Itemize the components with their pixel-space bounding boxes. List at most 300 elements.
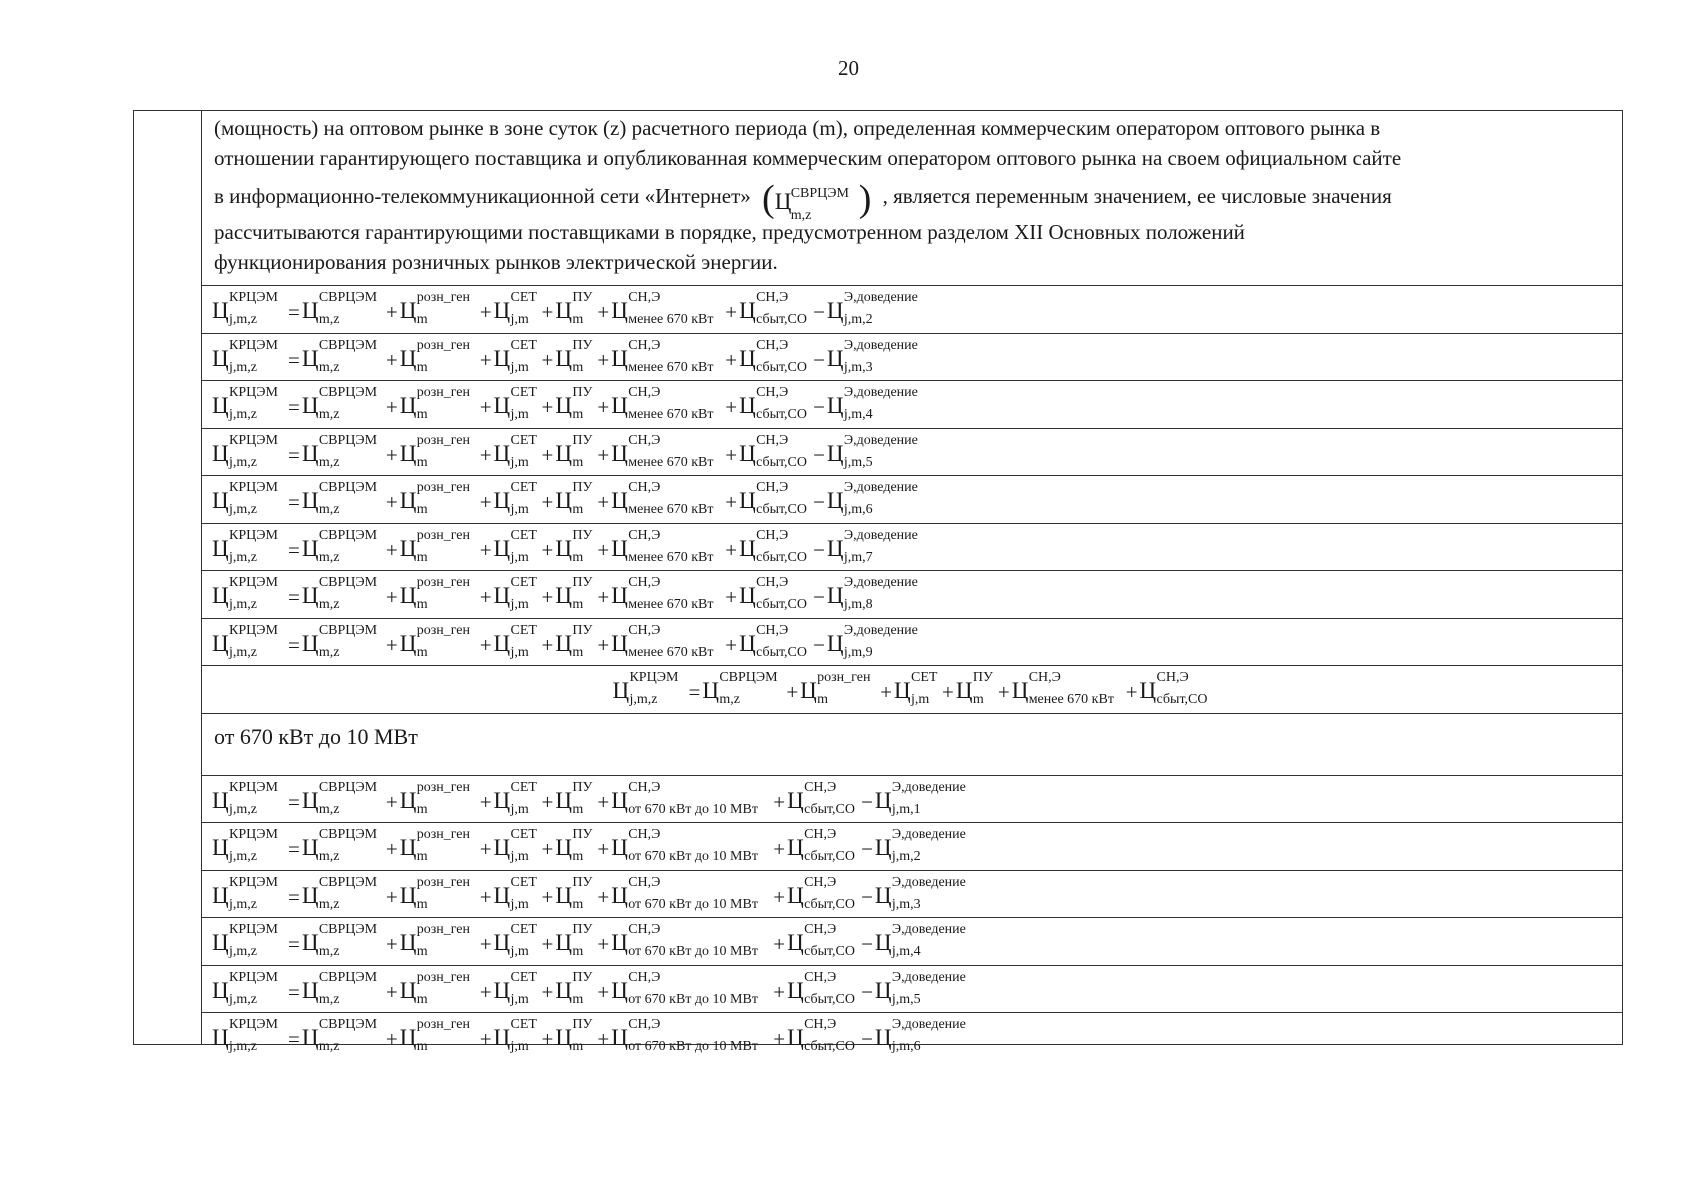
sn-term-base: Ц <box>1011 678 1029 703</box>
pu-term <box>555 433 595 473</box>
lhs-term-base: Ц <box>612 678 630 703</box>
svrcem-term <box>302 290 384 330</box>
plus-sign: + <box>541 537 554 562</box>
svrcem-term <box>302 433 384 473</box>
sbyt-term-sup: СН,Э <box>804 827 837 842</box>
table-left-column <box>134 111 202 1044</box>
set-term <box>494 623 540 663</box>
plus-sign: + <box>385 395 398 419</box>
minus-sign: − <box>813 442 825 467</box>
sbyt-term-sup: СН,Э <box>804 874 837 890</box>
formula-row <box>202 286 1622 334</box>
minus-sign: − <box>813 395 825 419</box>
pu-term-sup: ПУ <box>572 337 593 353</box>
svrcem-term-sub: m,z <box>318 597 340 612</box>
lhs-term <box>212 528 286 568</box>
set-term <box>894 670 940 710</box>
plus-sign: + <box>385 537 398 562</box>
sn-term-sup: СН,Э <box>1028 670 1061 685</box>
rozn-gen-term <box>400 385 478 425</box>
pu-term <box>555 385 595 425</box>
minus-sign: − <box>861 884 873 909</box>
sbyt-term <box>787 780 859 820</box>
pu-term <box>555 875 595 915</box>
sbyt-term <box>739 290 811 330</box>
sbyt-term-sup: СН,Э <box>804 779 837 795</box>
intro-paragraph <box>202 111 1622 277</box>
lhs-term-base: Ц <box>212 882 229 908</box>
sbyt-term-base: Ц <box>787 930 804 955</box>
rozn-gen-term <box>400 1017 478 1057</box>
sbyt-term-sub: сбыт,СО <box>756 644 807 660</box>
equals-sign: = <box>288 789 300 814</box>
sbyt-term-base: Ц <box>739 440 756 466</box>
lhs-term-sup: КРЦЭМ <box>229 1017 278 1032</box>
rozn-gen-term-base: Ц <box>399 1025 417 1050</box>
rozn-gen-term-sub: m <box>416 991 428 1007</box>
pu-term-sup: ПУ <box>572 290 593 305</box>
svrcem-term <box>302 970 384 1010</box>
sn-term <box>611 290 723 330</box>
pu-term-sub: m <box>572 359 584 375</box>
sbyt-term-sup: СН,Э <box>804 922 837 937</box>
sn-term-base: Ц <box>611 440 628 466</box>
pu-term-base: Ц <box>555 835 572 860</box>
sbyt-term <box>1140 670 1212 710</box>
rozn-gen-term-sub: m <box>416 801 428 817</box>
rozn-gen-term <box>400 290 478 330</box>
formula <box>212 528 937 568</box>
pu-term-sup: ПУ <box>572 575 593 590</box>
svrcem-term-sub: m,z <box>318 896 340 912</box>
lhs-term <box>212 290 286 330</box>
rozn-gen-term-sub: m <box>416 454 428 470</box>
sbyt-term-sub: сбыт,СО <box>756 359 807 375</box>
dov-term-sub: j,m,2 <box>843 312 873 327</box>
rozn-gen-term <box>800 670 878 710</box>
svrcem-term-base: Ц <box>301 393 319 418</box>
svrcem-term-sub: m,z <box>318 454 340 470</box>
dov-term-base: Ц <box>826 630 844 656</box>
lhs-term-sub: j,m,z <box>229 896 257 912</box>
lhs-term-base: Ц <box>212 298 229 323</box>
sbyt-term-sub: сбыт,СО <box>756 549 807 565</box>
intro-line-1: (мощность) на оптовом рынке в зоне суток (z) расчетного периода (m), определенная коммерческим оператором оптового рынка в <box>214 116 1381 140</box>
sbyt-term <box>787 875 859 915</box>
set-term-sup: СЕТ <box>510 337 537 353</box>
svrcem-term-base: Ц <box>301 488 319 513</box>
plus-sign: + <box>479 585 492 609</box>
dov-term-sub: j,m,6 <box>891 1039 921 1054</box>
set-term-sup: СЕТ <box>911 670 938 685</box>
plus-sign: + <box>541 632 554 657</box>
equals-sign: = <box>288 490 300 514</box>
lhs-term-sup: КРЦЭМ <box>229 527 278 543</box>
plus-sign: + <box>541 585 554 609</box>
svrcem-term-base: Ц <box>301 835 319 860</box>
svrcem-term-sub: m,z <box>318 849 340 864</box>
plus-sign: + <box>385 300 398 324</box>
pu-term-sup: ПУ <box>572 874 593 890</box>
sn-term-sup: СН,Э <box>628 337 661 353</box>
svrcem-term-base: Ц <box>301 583 319 608</box>
sn-term <box>611 528 723 568</box>
sbyt-term-sub: сбыт,СО <box>756 502 807 517</box>
pu-term-sub: m <box>572 944 584 959</box>
rozn-gen-term-sup: розн_ген <box>416 432 470 448</box>
plus-sign: + <box>597 490 610 514</box>
rozn-gen-term-base: Ц <box>399 583 417 608</box>
plus-sign: + <box>479 300 492 324</box>
sbyt-term-sup: СН,Э <box>756 480 789 495</box>
dov-term-base: Ц <box>874 787 892 813</box>
svrcem-term-sup: СВРЦЭМ <box>318 969 378 985</box>
lhs-term-sup: КРЦЭМ <box>629 670 679 685</box>
plus-sign: + <box>385 979 398 1004</box>
plus-sign: + <box>725 395 738 419</box>
dov-term <box>827 338 937 378</box>
pu-term-base: Ц <box>555 930 572 955</box>
set-term-sup: СЕТ <box>510 874 537 890</box>
lhs-term-base: Ц <box>212 977 229 1003</box>
sbyt-term-sub: сбыт,СО <box>804 896 855 912</box>
svrcem-term <box>302 480 384 520</box>
pu-term-base: Ц <box>555 787 572 813</box>
minus-sign: − <box>813 347 825 372</box>
pu-term-sub: m <box>572 801 584 817</box>
pu-term-sup: ПУ <box>572 622 593 638</box>
lhs-term-sub: j,m,z <box>229 849 257 864</box>
dov-term-sup: Э,доведение <box>891 922 966 937</box>
plus-sign: + <box>597 1027 610 1051</box>
sn-term <box>611 1017 771 1057</box>
formula-row <box>202 966 1622 1014</box>
pu-term-sub: m <box>572 407 584 422</box>
rozn-gen-term <box>400 780 478 820</box>
sn-term-sup: СН,Э <box>628 827 661 842</box>
rozn-gen-term-sub: m <box>817 692 829 707</box>
set-term-base: Ц <box>493 1025 511 1050</box>
dov-term-sup: Э,доведение <box>843 575 918 590</box>
sbyt-term-sup: СН,Э <box>756 527 789 543</box>
equals-sign: = <box>288 537 300 562</box>
lhs-term-base: Ц <box>212 345 229 371</box>
pu-term-base: Ц <box>555 298 572 323</box>
lhs-term-sub: j,m,z <box>229 801 257 817</box>
set-term-sup: СЕТ <box>510 827 537 842</box>
lhs-term-sub: j,m,z <box>629 692 658 707</box>
set-term-sub: j,m <box>510 896 529 912</box>
plus-sign: + <box>479 490 492 514</box>
rozn-gen-term-sub: m <box>416 644 428 660</box>
dov-term <box>875 780 985 820</box>
rozn-gen-term-sup: розн_ген <box>416 922 470 937</box>
sbyt-term-base: Ц <box>787 835 804 860</box>
plus-sign: + <box>541 979 554 1004</box>
plus-sign: + <box>479 979 492 1004</box>
plus-sign: + <box>597 537 610 562</box>
plus-sign: + <box>541 442 554 467</box>
set-term-sup: СЕТ <box>510 575 537 590</box>
rozn-gen-term-sub: m <box>416 849 428 864</box>
set-term-sub: j,m <box>510 644 529 660</box>
dov-term-sup: Э,доведение <box>843 622 918 638</box>
sn-term-sup: СН,Э <box>628 575 661 590</box>
sbyt-term-sup: СН,Э <box>756 432 789 448</box>
pu-term-base: Ц <box>555 345 572 371</box>
sn-term-sub: от 670 кВт до 10 МВт <box>628 1039 758 1054</box>
svrcem-term <box>302 922 384 962</box>
pu-term <box>555 575 595 615</box>
set-term-base: Ц <box>493 345 511 371</box>
plus-sign: + <box>597 884 610 909</box>
svrcem-term-base: Ц <box>301 298 319 323</box>
set-term <box>494 433 540 473</box>
rozn-gen-term-sub: m <box>416 1039 428 1054</box>
dov-term-sub: j,m,5 <box>843 454 873 470</box>
plus-sign: + <box>597 347 610 372</box>
dov-term <box>875 875 985 915</box>
dov-term <box>875 922 985 962</box>
rozn-gen-term-sup: розн_ген <box>416 575 470 590</box>
lhs-term-sup: КРЦЭМ <box>229 827 278 842</box>
set-term-sub: j,m <box>510 359 529 375</box>
sn-term <box>611 922 771 962</box>
dov-term-sub: j,m,5 <box>891 991 921 1007</box>
set-term-sub: j,m <box>510 454 529 470</box>
minus-sign: − <box>861 837 873 861</box>
pu-term-sub: m <box>572 849 584 864</box>
formula-row <box>202 476 1622 524</box>
minus-sign: − <box>861 1027 873 1051</box>
plus-sign: + <box>479 1027 492 1051</box>
dov-term-sup: Э,доведение <box>891 874 966 890</box>
sn-term-sup: СН,Э <box>628 969 661 985</box>
formula-row <box>202 381 1622 429</box>
sbyt-term-sup: СН,Э <box>756 575 789 590</box>
lhs-term-sup: КРЦЭМ <box>229 922 278 937</box>
rozn-gen-term-sub: m <box>416 407 428 422</box>
plus-sign: + <box>597 300 610 324</box>
pu-term <box>555 528 595 568</box>
formula <box>212 385 937 425</box>
plus-sign: + <box>942 680 954 704</box>
pu-term-base: Ц <box>555 535 572 561</box>
sn-term-sup: СН,Э <box>628 622 661 638</box>
set-term <box>494 922 540 962</box>
plus-sign: + <box>541 932 554 956</box>
pu-term-sup: ПУ <box>572 432 593 448</box>
sn-term <box>611 970 771 1010</box>
sn-term-sub: менее 670 кВт <box>628 359 714 375</box>
formula <box>212 575 937 615</box>
sbyt-term-base: Ц <box>739 345 756 371</box>
sbyt-term <box>739 575 811 615</box>
pu-term-sup: ПУ <box>972 670 993 685</box>
formula-row <box>202 334 1622 382</box>
sbyt-term <box>739 623 811 663</box>
rozn-gen-term <box>400 338 478 378</box>
rozn-gen-term-sub: m <box>416 502 428 517</box>
dov-term <box>827 480 937 520</box>
set-term-sup: СЕТ <box>510 1017 537 1032</box>
dov-term-sub: j,m,7 <box>843 549 873 565</box>
pu-term-base: Ц <box>955 678 973 703</box>
pu-term <box>555 1017 595 1057</box>
sbyt-term-base: Ц <box>739 535 756 561</box>
set-term-base: Ц <box>493 630 511 656</box>
sn-term-sup: СН,Э <box>628 1017 661 1032</box>
intro-line-3-before: в информационно-телекоммуникационной сети «Интернет» <box>214 184 751 208</box>
svrcem-term <box>302 875 384 915</box>
pu-term-base: Ц <box>555 882 572 908</box>
set-term-sub: j,m <box>510 801 529 817</box>
lhs-term <box>612 670 686 710</box>
sbyt-term-sub: сбыт,СО <box>804 991 855 1007</box>
rozn-gen-term-sup: розн_ген <box>416 290 470 305</box>
pu-term-base: Ц <box>555 440 572 466</box>
pu-term <box>555 780 595 820</box>
sbyt-term-sup: СН,Э <box>756 385 789 400</box>
dov-term-sub: j,m,8 <box>843 597 873 612</box>
pu-term-base: Ц <box>555 1025 572 1050</box>
rozn-gen-term <box>400 623 478 663</box>
formula <box>212 338 937 378</box>
set-term-sup: СЕТ <box>510 622 537 638</box>
formula <box>212 623 937 663</box>
sn-term-base: Ц <box>611 630 628 656</box>
sn-term-sup: СН,Э <box>628 290 661 305</box>
pu-term <box>555 338 595 378</box>
rozn-gen-term-sub: m <box>416 549 428 565</box>
equals-sign: = <box>288 632 300 657</box>
equals-sign: = <box>288 585 300 609</box>
rozn-gen-term <box>400 827 478 867</box>
dov-term-sup: Э,доведение <box>843 432 918 448</box>
set-term <box>494 338 540 378</box>
table-right-column <box>202 111 1622 1054</box>
lhs-term <box>212 623 286 663</box>
lhs-term-sub: j,m,z <box>229 312 257 327</box>
dov-term-sup: Э,доведение <box>891 969 966 985</box>
intro-line-2: отношении гарантирующего поставщика и опубликованная коммерческим оператором оптового рынка на своем официальном сайте <box>214 146 1402 170</box>
rozn-gen-term <box>400 480 478 520</box>
svrcem-term-sub: m,z <box>318 312 340 327</box>
minus-sign: − <box>813 632 825 657</box>
pu-term <box>555 970 595 1010</box>
rozn-gen-term-base: Ц <box>399 488 417 513</box>
svrcem-term-sub: m,z <box>318 407 340 422</box>
formula <box>212 922 985 962</box>
minus-sign: − <box>813 300 825 324</box>
plus-sign: + <box>773 837 786 861</box>
sbyt-term-sub: сбыт,СО <box>756 407 807 422</box>
lhs-term <box>212 385 286 425</box>
pu-term-sub: m <box>572 1039 584 1054</box>
rozn-gen-term-base: Ц <box>399 930 417 955</box>
plus-sign: + <box>541 490 554 514</box>
plus-sign: + <box>597 585 610 609</box>
lhs-term-sub: j,m,z <box>229 597 257 612</box>
minus-sign: − <box>813 490 825 514</box>
svrcem-term-base: Ц <box>301 977 319 1003</box>
rozn-gen-term <box>400 528 478 568</box>
intro-line-5: функционирования розничных рынков электрической энергии. <box>214 250 778 274</box>
rozn-gen-term-sub: m <box>416 944 428 959</box>
dov-term-sup: Э,доведение <box>891 827 966 842</box>
sn-term-base: Ц <box>611 393 628 418</box>
dov-term-sup: Э,доведение <box>891 779 966 795</box>
svrcem-term <box>302 1017 384 1057</box>
sbyt-term <box>739 528 811 568</box>
sbyt-term <box>739 385 811 425</box>
plus-sign: + <box>541 1027 554 1051</box>
dov-term-base: Ц <box>874 977 892 1003</box>
set-term-sup: СЕТ <box>510 527 537 543</box>
plus-sign: + <box>725 347 738 372</box>
svrcem-term-sup: СВРЦЭМ <box>318 385 378 400</box>
set-term-sub: j,m <box>510 991 529 1007</box>
rozn-gen-term-base: Ц <box>399 977 417 1003</box>
equals-sign: = <box>688 680 701 704</box>
lhs-term-sup: КРЦЭМ <box>229 385 278 400</box>
set-term-base: Ц <box>493 930 511 955</box>
plus-sign: + <box>385 789 398 814</box>
plus-sign: + <box>385 585 398 609</box>
sn-term-sub: от 670 кВт до 10 МВт <box>628 991 758 1007</box>
sn-term-sup: СН,Э <box>628 385 661 400</box>
plus-sign: + <box>725 300 738 324</box>
plus-sign: + <box>479 395 492 419</box>
formula-row <box>202 1013 1622 1061</box>
sn-term <box>611 780 771 820</box>
pu-term-sup: ПУ <box>572 1017 593 1032</box>
rozn-gen-term-base: Ц <box>399 298 417 323</box>
plus-sign: + <box>597 632 610 657</box>
pu-term-sup: ПУ <box>572 969 593 985</box>
sn-term-sup: СН,Э <box>628 480 661 495</box>
svrcem-term <box>302 623 384 663</box>
rozn-gen-term <box>400 875 478 915</box>
dov-term <box>827 575 937 615</box>
pu-term-sub: m <box>572 644 584 660</box>
lhs-term-sub: j,m,z <box>229 502 257 517</box>
set-term-sup: СЕТ <box>510 480 537 495</box>
dov-term-sup: Э,доведение <box>843 385 918 400</box>
lhs-term-sup: КРЦЭМ <box>229 874 278 890</box>
sn-term <box>611 875 771 915</box>
set-term <box>494 480 540 520</box>
dov-term-sup: Э,доведение <box>843 480 918 495</box>
sbyt-term-base: Ц <box>787 1025 804 1050</box>
plus-sign: + <box>479 884 492 909</box>
sn-term-sub: от 670 кВт до 10 МВт <box>628 896 758 912</box>
plus-sign: + <box>597 932 610 956</box>
sbyt-term <box>787 827 859 867</box>
sn-term <box>611 433 723 473</box>
sn-term-sub: менее 670 кВт <box>628 502 714 517</box>
pu-term-sup: ПУ <box>572 922 593 937</box>
svrcem-term-sup: СВРЦЭМ <box>318 432 378 448</box>
sbyt-term-sup: СН,Э <box>804 1017 837 1032</box>
rozn-gen-term-base: Ц <box>399 393 417 418</box>
plus-sign: + <box>773 789 786 814</box>
plus-sign: + <box>725 490 738 514</box>
sbyt-term-base: Ц <box>787 882 804 908</box>
sn-term <box>611 338 723 378</box>
set-term-sub: j,m <box>510 849 529 864</box>
sbyt-term-sub: сбыт,СО <box>804 801 855 817</box>
